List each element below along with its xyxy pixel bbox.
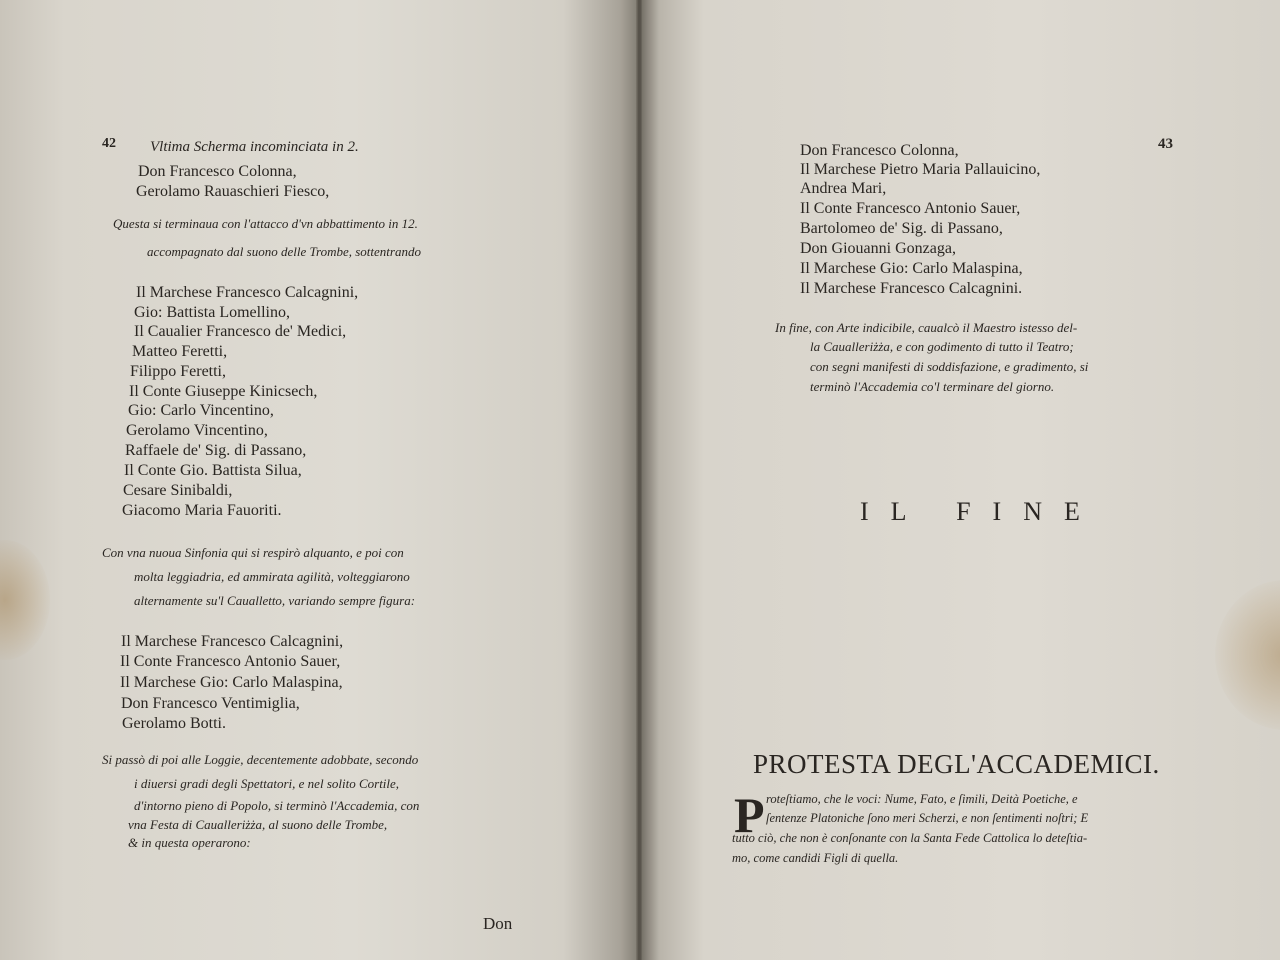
paragraph-line: & in questa operarono: <box>128 835 251 850</box>
paragraph-line: Questa si terminaua con l'attacco d'vn abbattimento in 12. <box>113 216 418 231</box>
name-line: Filippo Feretti, <box>130 363 226 380</box>
name-line: Bartolomeo de' Sig. di Passano, <box>800 220 1003 237</box>
page-number: 42 <box>102 136 116 151</box>
paragraph-line: terminò l'Accademia co'l terminare del giorno. <box>810 379 1055 394</box>
paragraph-line: molta leggiadria, ed ammirata agilità, volteggiarono <box>134 569 410 584</box>
name-line: Il Conte Francesco Antonio Sauer, <box>120 653 341 670</box>
paragraph-line: Con vna nuoua Sinfonia qui si respirò alquanto, e poi con <box>102 545 404 560</box>
name-line: Gerolamo Rauaschieri Fiesco, <box>136 183 330 200</box>
paragraph-line: vna Festa di Caualleriżża, al suono delle Trombe, <box>128 817 388 832</box>
paragraph-line: la Caualleriżża, e con godimento di tutto il Teatro; <box>810 339 1074 354</box>
name-line: Cesare Sinibaldi, <box>123 482 233 499</box>
paragraph-line: con segni manifesti di soddisfazione, e gradimento, si <box>810 359 1089 374</box>
il-fine-heading: IL FINE <box>860 497 1102 526</box>
name-line: Don Giouanni Gonzaga, <box>800 240 956 257</box>
section-header: Vltima Scherma incominciata in 2. <box>150 139 359 155</box>
name-line: Gio: Battista Lomellino, <box>134 304 290 321</box>
name-line: Giacomo Maria Fauoriti. <box>122 502 282 519</box>
name-line: Matteo Feretti, <box>132 343 228 360</box>
name-line: Don Francesco Colonna, <box>138 163 297 180</box>
name-line: Don Francesco Ventimiglia, <box>121 695 300 712</box>
name-line: Il Marchese Francesco Calcagnini. <box>800 280 1023 297</box>
page-number: 43 <box>1158 136 1173 152</box>
name-line: Il Conte Giuseppe Kinicsech, <box>129 383 318 400</box>
paragraph-line: accompagnato dal suono delle Trombe, sottentrando <box>147 244 421 259</box>
name-line: Il Conte Gio. Battista Silua, <box>124 462 302 479</box>
protesta-title: PROTESTA DEGL'ACCADEMICI. <box>753 749 1160 779</box>
name-line: Il Caualier Francesco de' Medici, <box>134 323 347 340</box>
name-line: Raffaele de' Sig. di Passano, <box>125 442 307 459</box>
catchword: Don <box>483 914 513 933</box>
paragraph-line: alternamente su'l Caualletto, variando sempre figura: <box>134 593 416 608</box>
paragraph-line: i diuersi gradi degli Spettatori, e nel solito Cortile, <box>134 776 400 791</box>
protesta-line: ſentenze Platoniche ſono meri Scherzi, e non ſentimenti noſtri; E <box>766 811 1089 825</box>
name-line: Don Francesco Colonna, <box>800 142 959 159</box>
drop-cap: P <box>734 787 765 843</box>
name-line: Gio: Carlo Vincentino, <box>128 402 274 419</box>
protesta-line: roteſtiamo, che le voci: Nume, Fato, e ſimili, Deità Poetiche, e <box>766 792 1078 806</box>
name-line: Andrea Mari, <box>800 180 887 197</box>
paragraph-line: Si passò di poi alle Loggie, decentemente adobbate, secondo <box>102 752 419 767</box>
name-line: Il Marchese Pietro Maria Pallauicino, <box>800 161 1041 178</box>
protesta-line: tutto ciò, che non è conſonante con la Santa Fede Cattolica lo deteſtia- <box>732 831 1088 845</box>
book-gutter <box>636 0 642 960</box>
paragraph-line: d'intorno pieno di Popolo, si terminò l'Accademia, con <box>134 798 420 813</box>
name-line: Il Marchese Francesco Calcagnini, <box>136 284 359 301</box>
paragraph-line: In fine, con Arte indicibile, caualcò il Maestro istesso del- <box>775 320 1078 335</box>
name-line: Gerolamo Botti. <box>122 715 226 732</box>
name-line: Il Marchese Francesco Calcagnini, <box>121 633 344 650</box>
right-page <box>640 0 1280 960</box>
name-line: Il Marchese Gio: Carlo Malaspina, <box>120 674 343 691</box>
name-line: Il Marchese Gio: Carlo Malaspina, <box>800 260 1023 277</box>
protesta-line: mo, come candidi Figli di quella. <box>732 851 899 865</box>
name-line: Gerolamo Vincentino, <box>126 422 268 439</box>
name-line: Il Conte Francesco Antonio Sauer, <box>800 200 1021 217</box>
